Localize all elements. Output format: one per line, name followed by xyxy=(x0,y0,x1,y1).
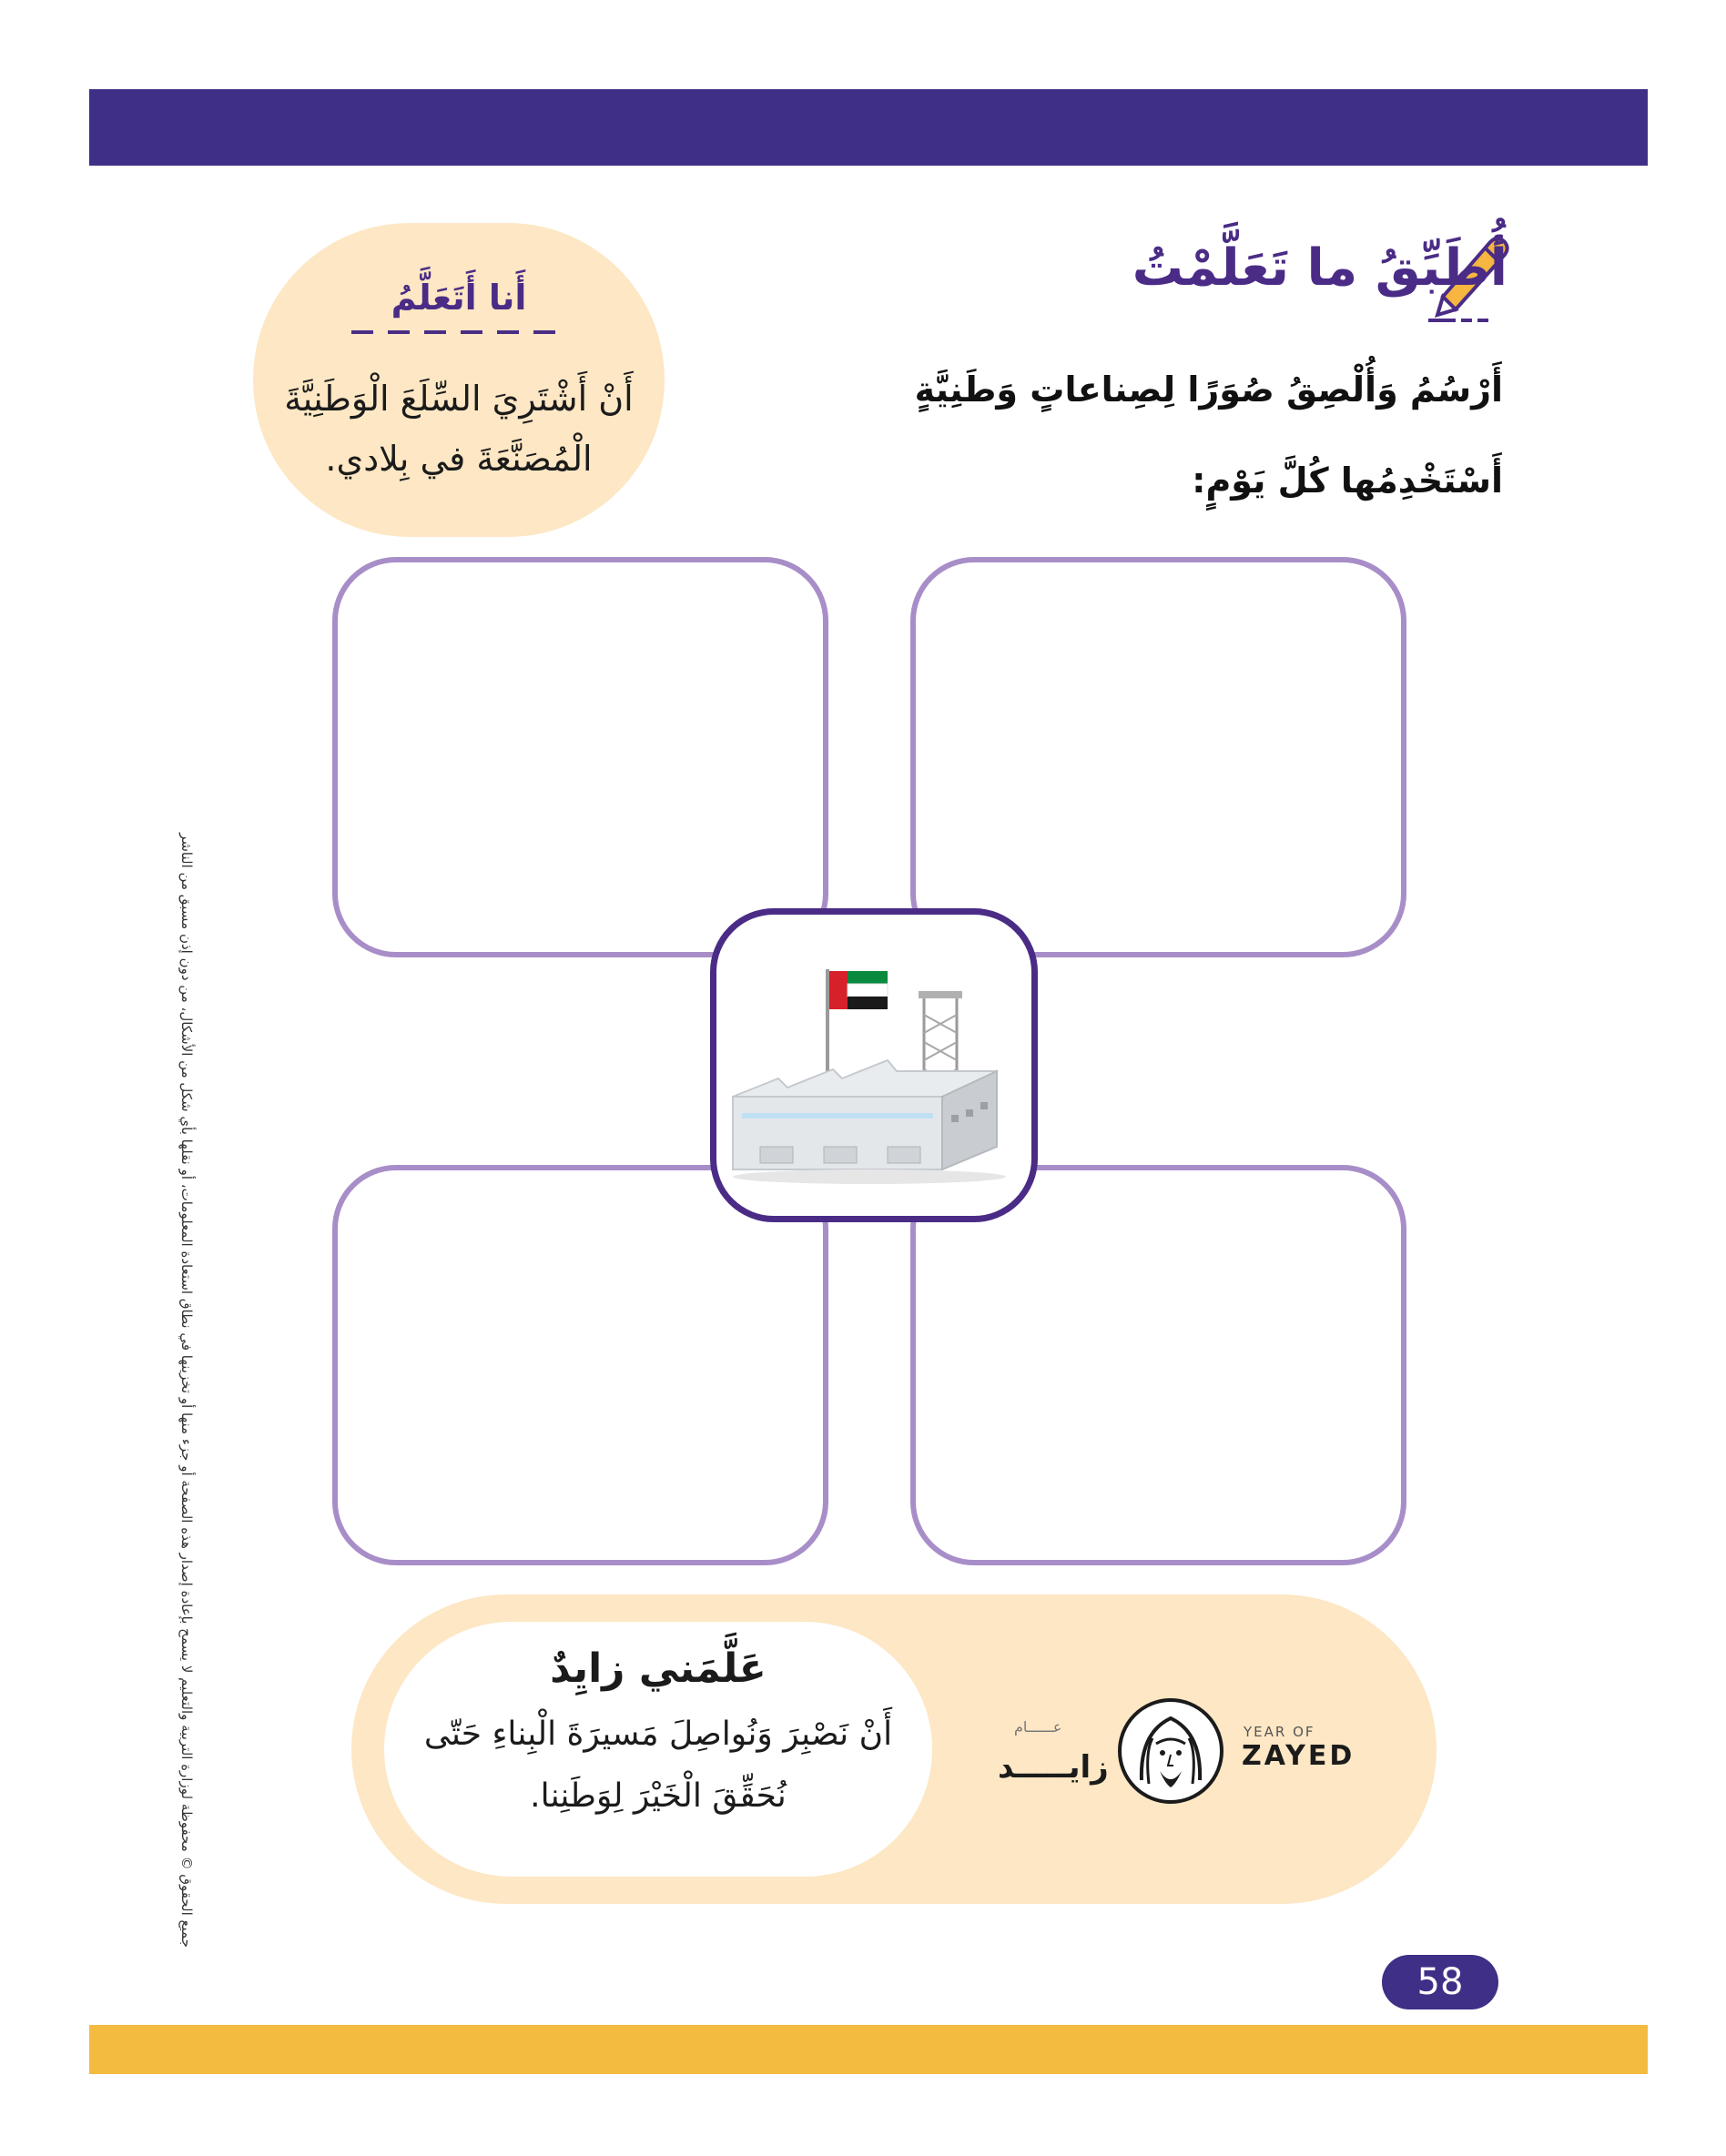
logo-small-english: YEAR OF xyxy=(1244,1724,1315,1740)
logo-word-english: ZAYED xyxy=(1242,1740,1355,1772)
learn-text: أَنْ أَشْتَرِيَ السِّلَعَ الْوَطَنِيَّةَ الْمُصَنَّعَةَ في بِلادي. xyxy=(284,379,634,479)
bottom-banner xyxy=(89,2025,1648,2074)
learn-bubble xyxy=(253,223,665,537)
zayed-title: عَلَّمَني زايِدٌ xyxy=(550,1645,767,1692)
top-banner xyxy=(89,89,1648,166)
learn-title: أَنا أَتَعَلَّمُ xyxy=(391,278,527,318)
center-image-frame xyxy=(710,908,1038,1222)
drawing-box-top-right[interactable] xyxy=(910,557,1406,957)
logo-small-arabic: عــــــام xyxy=(1014,1718,1062,1736)
zayed-portrait-icon xyxy=(1116,1696,1225,1806)
zayed-quote-bubble xyxy=(384,1622,932,1877)
drawing-box-bottom-right[interactable] xyxy=(910,1165,1406,1565)
copyright-notice: جميع الحقوق © محفوظة لوزارة التربية والتعليم لا يسمح بإعادة إصدار هذه الصفحة أو جزء منها أو تخزينها في نطاق استعادة المعلومات، أو نقلها بأي شكل من الأشكال، من دون إذن مسبق من الناشر xyxy=(178,833,195,1948)
page-number: 58 xyxy=(1382,1955,1498,2009)
drawing-box-top-left[interactable] xyxy=(332,557,828,957)
zayed-panel xyxy=(351,1594,1437,1904)
factory-image xyxy=(724,942,1024,1197)
activity-instruction: أَرْسُمُ وَأُلْصِقُ صُوَرًا لِصِناعاتٍ وَطَنِيَّةٍ أَسْتَخْدِمُها كُلَّ يَوْمٍ: xyxy=(914,369,1503,501)
year-of-zayed-logo xyxy=(989,1685,1371,1813)
title-underline xyxy=(351,330,566,334)
activity-title: أُطَبِّقُ ما تَعَلَّمْتُ xyxy=(1132,238,1508,298)
drawing-box-bottom-left[interactable] xyxy=(332,1165,828,1565)
logo-word-arabic: زايـــــد xyxy=(998,1749,1109,1786)
zayed-text: أَنْ نَصْبِرَ وَنُواصِلَ مَسيرَةَ الْبِناءِ حَتّى نُحَقِّقَ الْخَيْرَ لِوَطَنِنا. xyxy=(423,1716,893,1815)
